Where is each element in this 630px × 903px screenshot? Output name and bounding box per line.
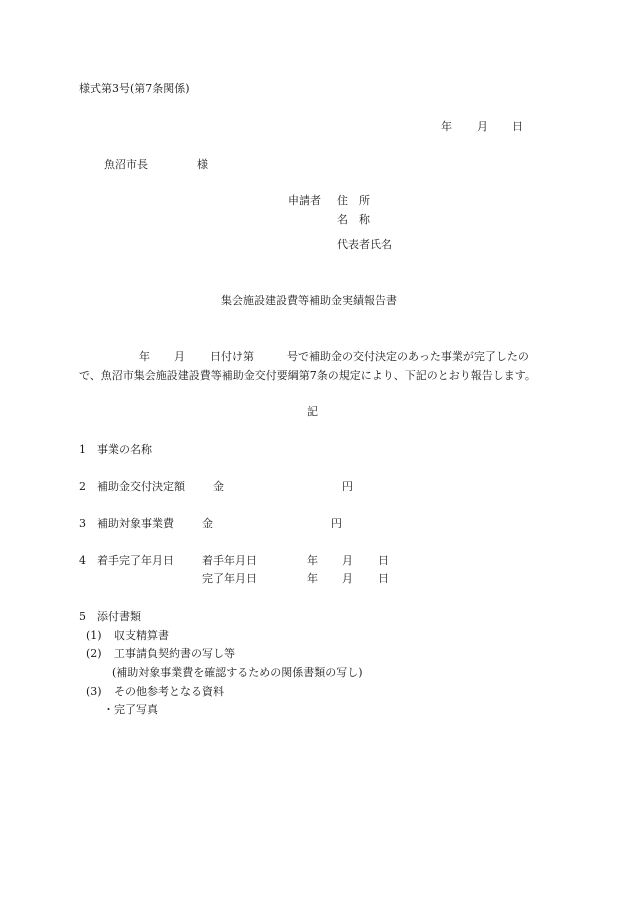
body-line1-rest: 号で補助金の交付決定のあった事業が完了したの: [287, 350, 529, 363]
item-2-label: 補助金交付決定額: [97, 480, 185, 493]
applicant-label: 申請者: [288, 194, 321, 207]
applicant-address: 住 所: [337, 194, 370, 207]
item-3-kin: 金: [202, 517, 213, 530]
addressee-name: 魚沼市長: [104, 158, 148, 171]
item-5-sub2-label: 工事請負契約書の写し等: [114, 647, 235, 660]
body-day-issue: 日付け第: [210, 350, 254, 363]
item-3-label: 補助対象事業費: [97, 517, 174, 530]
addressee-honorific: 様: [197, 158, 208, 171]
item-4-num: 4: [79, 554, 86, 567]
item-5-sub3-label: その他参考となる資料: [114, 685, 224, 698]
item-5-num: 5: [79, 610, 86, 623]
applicant-representative: 代表者氏名: [337, 238, 392, 251]
date-month: 月: [477, 120, 488, 133]
item-4-start-month: 月: [342, 554, 353, 567]
item-5-sub2-num: (2): [86, 647, 102, 660]
item-1-label: 事業の名称: [97, 443, 152, 456]
item-5-sub3-num: (3): [86, 685, 102, 698]
item-4-end-year: 年: [307, 572, 318, 585]
item-4-end-label: 完了年月日: [202, 572, 257, 585]
item-2-kin: 金: [213, 480, 224, 493]
date-day: 日: [512, 120, 523, 133]
item-4-label: 着手完了年月日: [97, 554, 174, 567]
item-4-start-day: 日: [378, 554, 389, 567]
body-year: 年: [139, 350, 150, 363]
applicant-name: 名 称: [337, 213, 370, 226]
item-3-num: 3: [79, 517, 86, 530]
item-5-sub1-label: 収支精算書: [114, 629, 169, 642]
item-4-start-label: 着手年月日: [202, 554, 257, 567]
ki-heading: 記: [307, 405, 318, 418]
item-4-end-month: 月: [342, 572, 353, 585]
form-number: 様式第3号(第7条関係): [79, 82, 190, 95]
item-5-sub2-note: (補助対象事業費を確認するための関係書類の写し): [112, 666, 363, 679]
item-2-en: 円: [342, 480, 353, 493]
body-line2: で、魚沼市集会施設建設費等補助金交付要綱第7条の規定により、下記のとおり報告します。: [79, 369, 536, 382]
item-4-end-day: 日: [378, 572, 389, 585]
body-month: 月: [174, 350, 185, 363]
date-year: 年: [441, 120, 452, 133]
item-2-num: 2: [79, 480, 86, 493]
document-title: 集会施設建設費等補助金実績報告書: [221, 294, 397, 307]
item-5-bullet: ・完了写真: [103, 703, 158, 716]
item-4-start-year: 年: [307, 554, 318, 567]
item-3-en: 円: [331, 517, 342, 530]
item-1-num: 1: [79, 443, 86, 456]
item-5-sub1-num: (1): [86, 629, 102, 642]
item-5-label: 添付書類: [97, 610, 141, 623]
